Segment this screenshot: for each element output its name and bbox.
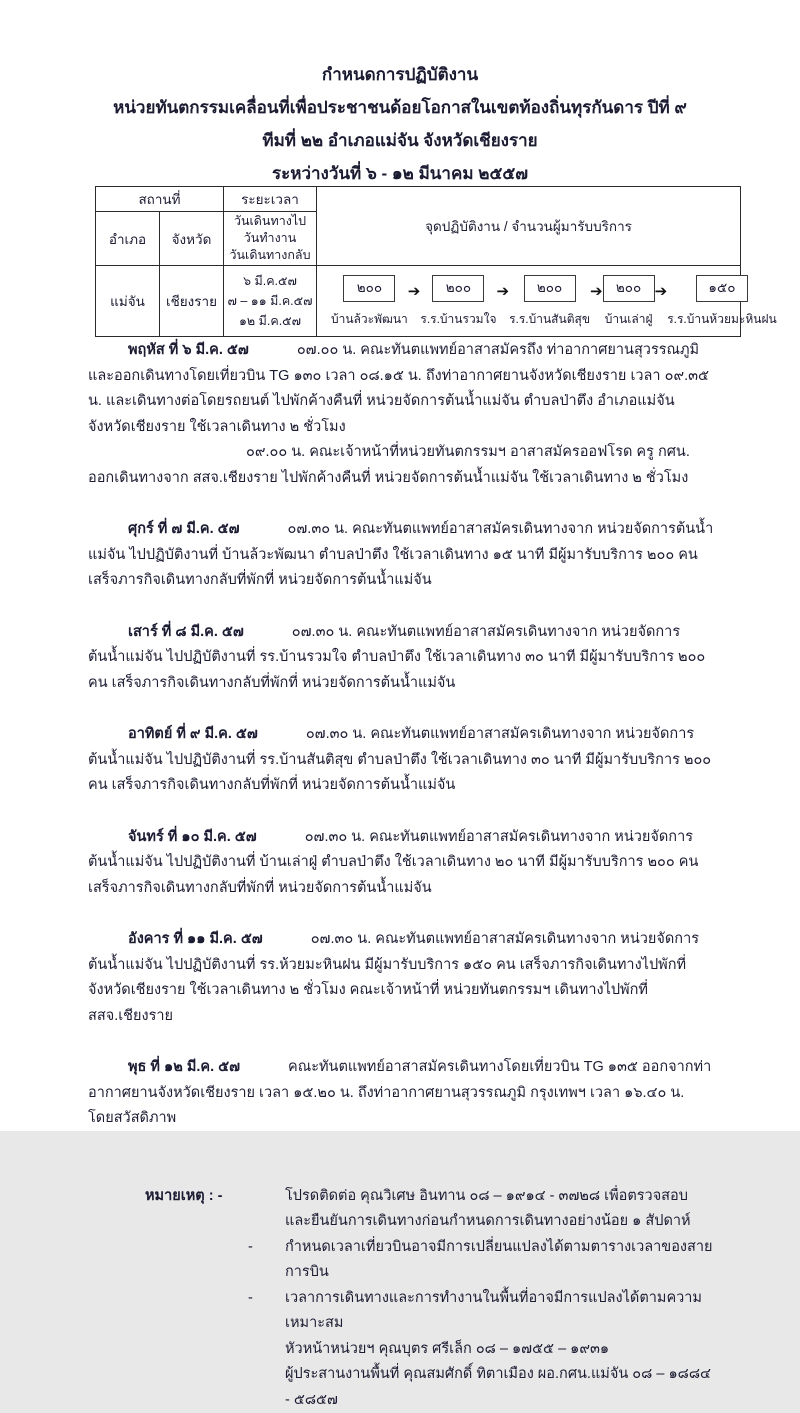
date-return: ๑๒ มี.ค.๕๗ xyxy=(226,311,314,331)
day-heading: พฤหัส ที่ ๖ มี.ค. ๕๗ xyxy=(128,342,249,358)
operation-flow xyxy=(319,267,738,335)
day-body-text: คณะทันตแพทย์อาสาสมัครเดินทางโดยเที่ยวบิน TG ๑๓๕ ออกจากท่าอากาศยานจังหวัดเชียงราย เวลา ๑๕.๒๐ น. ถึงท่าอากาศยานสุวรรณภูมิ กรุงเทพฯ เวลา ๑๖.๔๐ น. โดยสวัสดิภาพ xyxy=(88,1059,711,1126)
day-body-text: ๐๗.๓๐ น. คณะทันตแพทย์อาสาสมัครเดินทางจาก หน่วยจัดการต้นน้ำแม่จัน ไปปฏิบัติงานที่ บ้านล้วะพัฒนา ตำบลป่าตึง ใช้เวลาเดินทาง ๑๕ นาที มีผู้มารับบริการ ๒๐๐ คน เสร็จภารกิจเดินทางกลับที่พักที่ หน่วยจัดการต้นน้ำแม่จัน xyxy=(88,521,713,588)
note-dash: - xyxy=(248,1235,285,1286)
day-body-text: ๐๙.๐๐ น. คณะเจ้าหน้าที่หน่วยทันตกรรมฯ อาสาสมัครออฟโรด ครู กศน. ออกเดินทางจาก สสจ.เชียงราย ไปพักค้างคืนที่ หน่วยจัดการต้นน้ำแม่จัน ใช้เวลาเดินทาง ๒ ชั่วโมง xyxy=(88,444,690,486)
flow-stop xyxy=(667,275,777,329)
note-row xyxy=(88,1235,714,1286)
right-arrow-icon: ➔ xyxy=(655,282,668,300)
header-duration-sub xyxy=(224,212,317,266)
right-arrow-icon: ➔ xyxy=(590,282,603,300)
note-dash: - xyxy=(248,1286,285,1337)
day-heading: พุธ ที่ ๑๒ มี.ค. ๕๗ xyxy=(128,1059,240,1075)
flow-stop xyxy=(420,275,496,329)
right-arrow-icon: ➔ xyxy=(408,282,421,300)
day-heading: เสาร์ ที่ ๘ มี.ค. ๕๗ xyxy=(128,624,244,640)
cell-province: เชียงราย xyxy=(160,266,224,337)
day-body-text: ๐๗.๓๐ น. คณะทันตแพทย์อาสาสมัครเดินทางจาก หน่วยจัดการต้นน้ำแม่จัน ไปปฏิบัติงานที่ บ้านเล่าฝู่ ตำบลป่าตึง ใช้เวลาเดินทาง ๒๐ นาที มีผู้มารับบริการ ๒๐๐ คน เสร็จภารกิจเดินทางกลับที่พักที่ หน่วยจัดการต้นน้ำแม่จัน xyxy=(88,829,698,896)
table-header-row-1 xyxy=(96,187,741,212)
title-line-4: ระหว่างวันที่ ๖ - ๑๒ มีนาคม ๒๕๕๗ xyxy=(0,157,800,190)
stop-label: บ้านเล่าฝู่ xyxy=(605,310,653,329)
patient-count-box: ๑๕๐ xyxy=(696,275,748,302)
note-text: กำหนดเวลาเที่ยวบินอาจมีการเปลี่ยนแปลงได้ตามตารางเวลาของสายการบิน xyxy=(285,1235,714,1286)
schedule-paragraph-sunday xyxy=(88,722,714,799)
schedule-paragraph-wednesday xyxy=(88,1055,714,1132)
schedule-body xyxy=(88,338,714,1413)
title-line-2: หน่วยทันตกรรมเคลื่อนที่เพื่อประชาชนด้อยโอกาสในเขตท้องถิ่นทุรกันดาร ปีที่ ๙ xyxy=(0,91,800,124)
duration-sub-3: วันเดินทางกลับ xyxy=(226,247,314,264)
date-go: ๖ มี.ค.๕๗ xyxy=(226,271,314,291)
stop-label: ร.ร.บ้านรวมใจ xyxy=(420,310,496,329)
schedule-paragraph-monday xyxy=(88,825,714,902)
title-line-1: กำหนดการปฏิบัติงาน xyxy=(0,58,800,91)
day-body-text: ๐๗.๓๐ น. คณะทันตแพทย์อาสาสมัครเดินทางจาก หน่วยจัดการต้นน้ำแม่จัน ไปปฏิบัติงานที่ รร.ห้วยมะหินฝน มีผู้มารับบริการ ๑๕๐ คน เสร็จภารกิจเดินทางไปพักที่จังหวัดเชียงราย ใช้เวลาเดินทาง ๒ ชั่วโมง คณะเจ้าหน้าที่ หน่วยทันตกรรมฯ เดินทางไปพักที่ สสจ.เชียงราย xyxy=(88,931,699,1024)
schedule-paragraph-thursday xyxy=(88,338,714,440)
schedule-paragraph-friday xyxy=(88,517,714,594)
header-location: สถานที่ xyxy=(96,187,224,212)
cell-operation-flow xyxy=(317,266,741,337)
table-data-row xyxy=(96,266,741,337)
flow-stop xyxy=(331,275,408,329)
note-text: เวลาการเดินทางและการทำงานในพื้นที่อาจมีการแปลงได้ตามความเหมาะสม xyxy=(285,1286,714,1337)
schedule-paragraph-saturday xyxy=(88,620,714,697)
note-text: โปรดติดต่อ คุณวิเศษ อินทาน ๐๘ – ๑๙๑๔ - ๓๗๒๘ เพื่อตรวจสอบ xyxy=(285,1184,714,1210)
duration-sub-2: วันทำงาน xyxy=(226,230,314,247)
cell-dates xyxy=(224,266,317,337)
flow-stop xyxy=(603,275,655,329)
cell-district: แม่จัน xyxy=(96,266,160,337)
header-province: จังหวัด xyxy=(160,212,224,266)
header-duration: ระยะเวลา xyxy=(224,187,317,212)
patient-count-box: ๒๐๐ xyxy=(432,275,484,302)
day-heading: อังคาร ที่ ๑๑ มี.ค. ๕๗ xyxy=(128,931,263,947)
duration-sub-1: วันเดินทางไป xyxy=(226,213,314,230)
note-text: ผู้ประสานงานพื้นที่ คุณสมศักดิ์ ทิตาเมือง ผอ.กศน.แม่จัน ๐๘ – ๑๘๘๔ - ๕๘๕๗ xyxy=(285,1362,714,1413)
day-body-text: ๐๗.๓๐ น. คณะทันตแพทย์อาสาสมัครเดินทางจาก หน่วยจัดการต้นน้ำแม่จัน ไปปฏิบัติงานที่ รร.บ้านรวมใจ ตำบลป่าตึง ใช้เวลาเดินทาง ๓๐ นาที มีผู้มารับบริการ ๒๐๐ คน เสร็จภารกิจเดินทางกลับที่พักที่ หน่วยจัดการต้นน้ำแม่จัน xyxy=(88,624,705,691)
stop-label: ร.ร.บ้านห้วยมะหินฝน xyxy=(667,310,777,329)
patient-count-box: ๒๐๐ xyxy=(603,275,655,302)
note-row xyxy=(88,1362,714,1413)
note-row xyxy=(88,1184,714,1210)
note-row xyxy=(88,1337,714,1363)
notes-label: หมายเหตุ : - xyxy=(88,1184,248,1210)
right-arrow-icon: ➔ xyxy=(496,282,509,300)
document-title-block xyxy=(0,58,800,190)
stop-label: บ้านล้วะพัฒนา xyxy=(331,310,408,329)
patient-count-box: ๒๐๐ xyxy=(343,275,395,302)
note-row xyxy=(88,1286,714,1337)
day-heading: จันทร์ ที่ ๑๐ มี.ค. ๕๗ xyxy=(128,829,257,845)
header-operation: จุดปฏิบัติงาน / จำนวนผู้มารับบริการ xyxy=(317,187,741,266)
note-text: หัวหน้าหน่วยฯ คุณบุตร ศรีเล็ก ๐๘ – ๑๗๕๕ – ๑๙๓๑ xyxy=(285,1337,714,1363)
schedule-paragraph-tuesday xyxy=(88,927,714,1029)
schedule-paragraph-thursday-2 xyxy=(88,440,714,491)
title-line-3: ทีมที่ ๒๒ อำเภอแม่จัน จังหวัดเชียงราย xyxy=(0,124,800,157)
day-heading: ศุกร์ ที่ ๗ มี.ค. ๕๗ xyxy=(128,521,240,537)
flow-stop xyxy=(509,275,590,329)
day-body-text: ๐๗.๓๐ น. คณะทันตแพทย์อาสาสมัครเดินทางจาก หน่วยจัดการต้นน้ำแม่จัน ไปปฏิบัติงานที่ รร.บ้านสันติสุข ตำบลป่าตึง ใช้เวลาเดินทาง ๓๐ นาที มีผู้มารับบริการ ๒๐๐ คน เสร็จภารกิจเดินทางกลับที่พักที่ หน่วยจัดการต้นน้ำแม่จัน xyxy=(88,726,711,793)
note-text: และยืนยันการเดินทางก่อนกำหนดการเดินทางอย่างน้อย ๑ สัปดาห์ xyxy=(285,1209,714,1235)
stop-label: ร.ร.บ้านสันติสุข xyxy=(509,310,590,329)
schedule-table xyxy=(95,186,741,337)
date-work: ๗ – ๑๑ มี.ค.๕๗ xyxy=(226,291,314,311)
note-dash xyxy=(248,1184,285,1210)
notes-section xyxy=(88,1184,714,1413)
header-district: อำเภอ xyxy=(96,212,160,266)
patient-count-box: ๒๐๐ xyxy=(524,275,576,302)
day-heading: อาทิตย์ ที่ ๙ มี.ค. ๕๗ xyxy=(128,726,258,742)
day-body-text: ๐๗.๐๐ น. คณะทันตแพทย์อาสาสมัครถึง ท่าอากาศยานสุวรรณภูมิ และออกเดินทางโดยเที่ยวบิน TG ๑๓๐ เวลา ๐๘.๑๕ น. ถึงท่าอากาศยานจังหวัดเชียงราย เวลา ๐๙.๓๕ น. และเดินทางต่อโดยรถยนต์ ไปพักค้างคืนที่ หน่วยจัดการต้นน้ำแม่จัน ตำบลป่าตึง อำเภอแม่จัน จังหวัดเชียงราย ใช้เวลาเดินทาง ๒ ชั่วโมง xyxy=(88,342,709,435)
note-row xyxy=(88,1209,714,1235)
